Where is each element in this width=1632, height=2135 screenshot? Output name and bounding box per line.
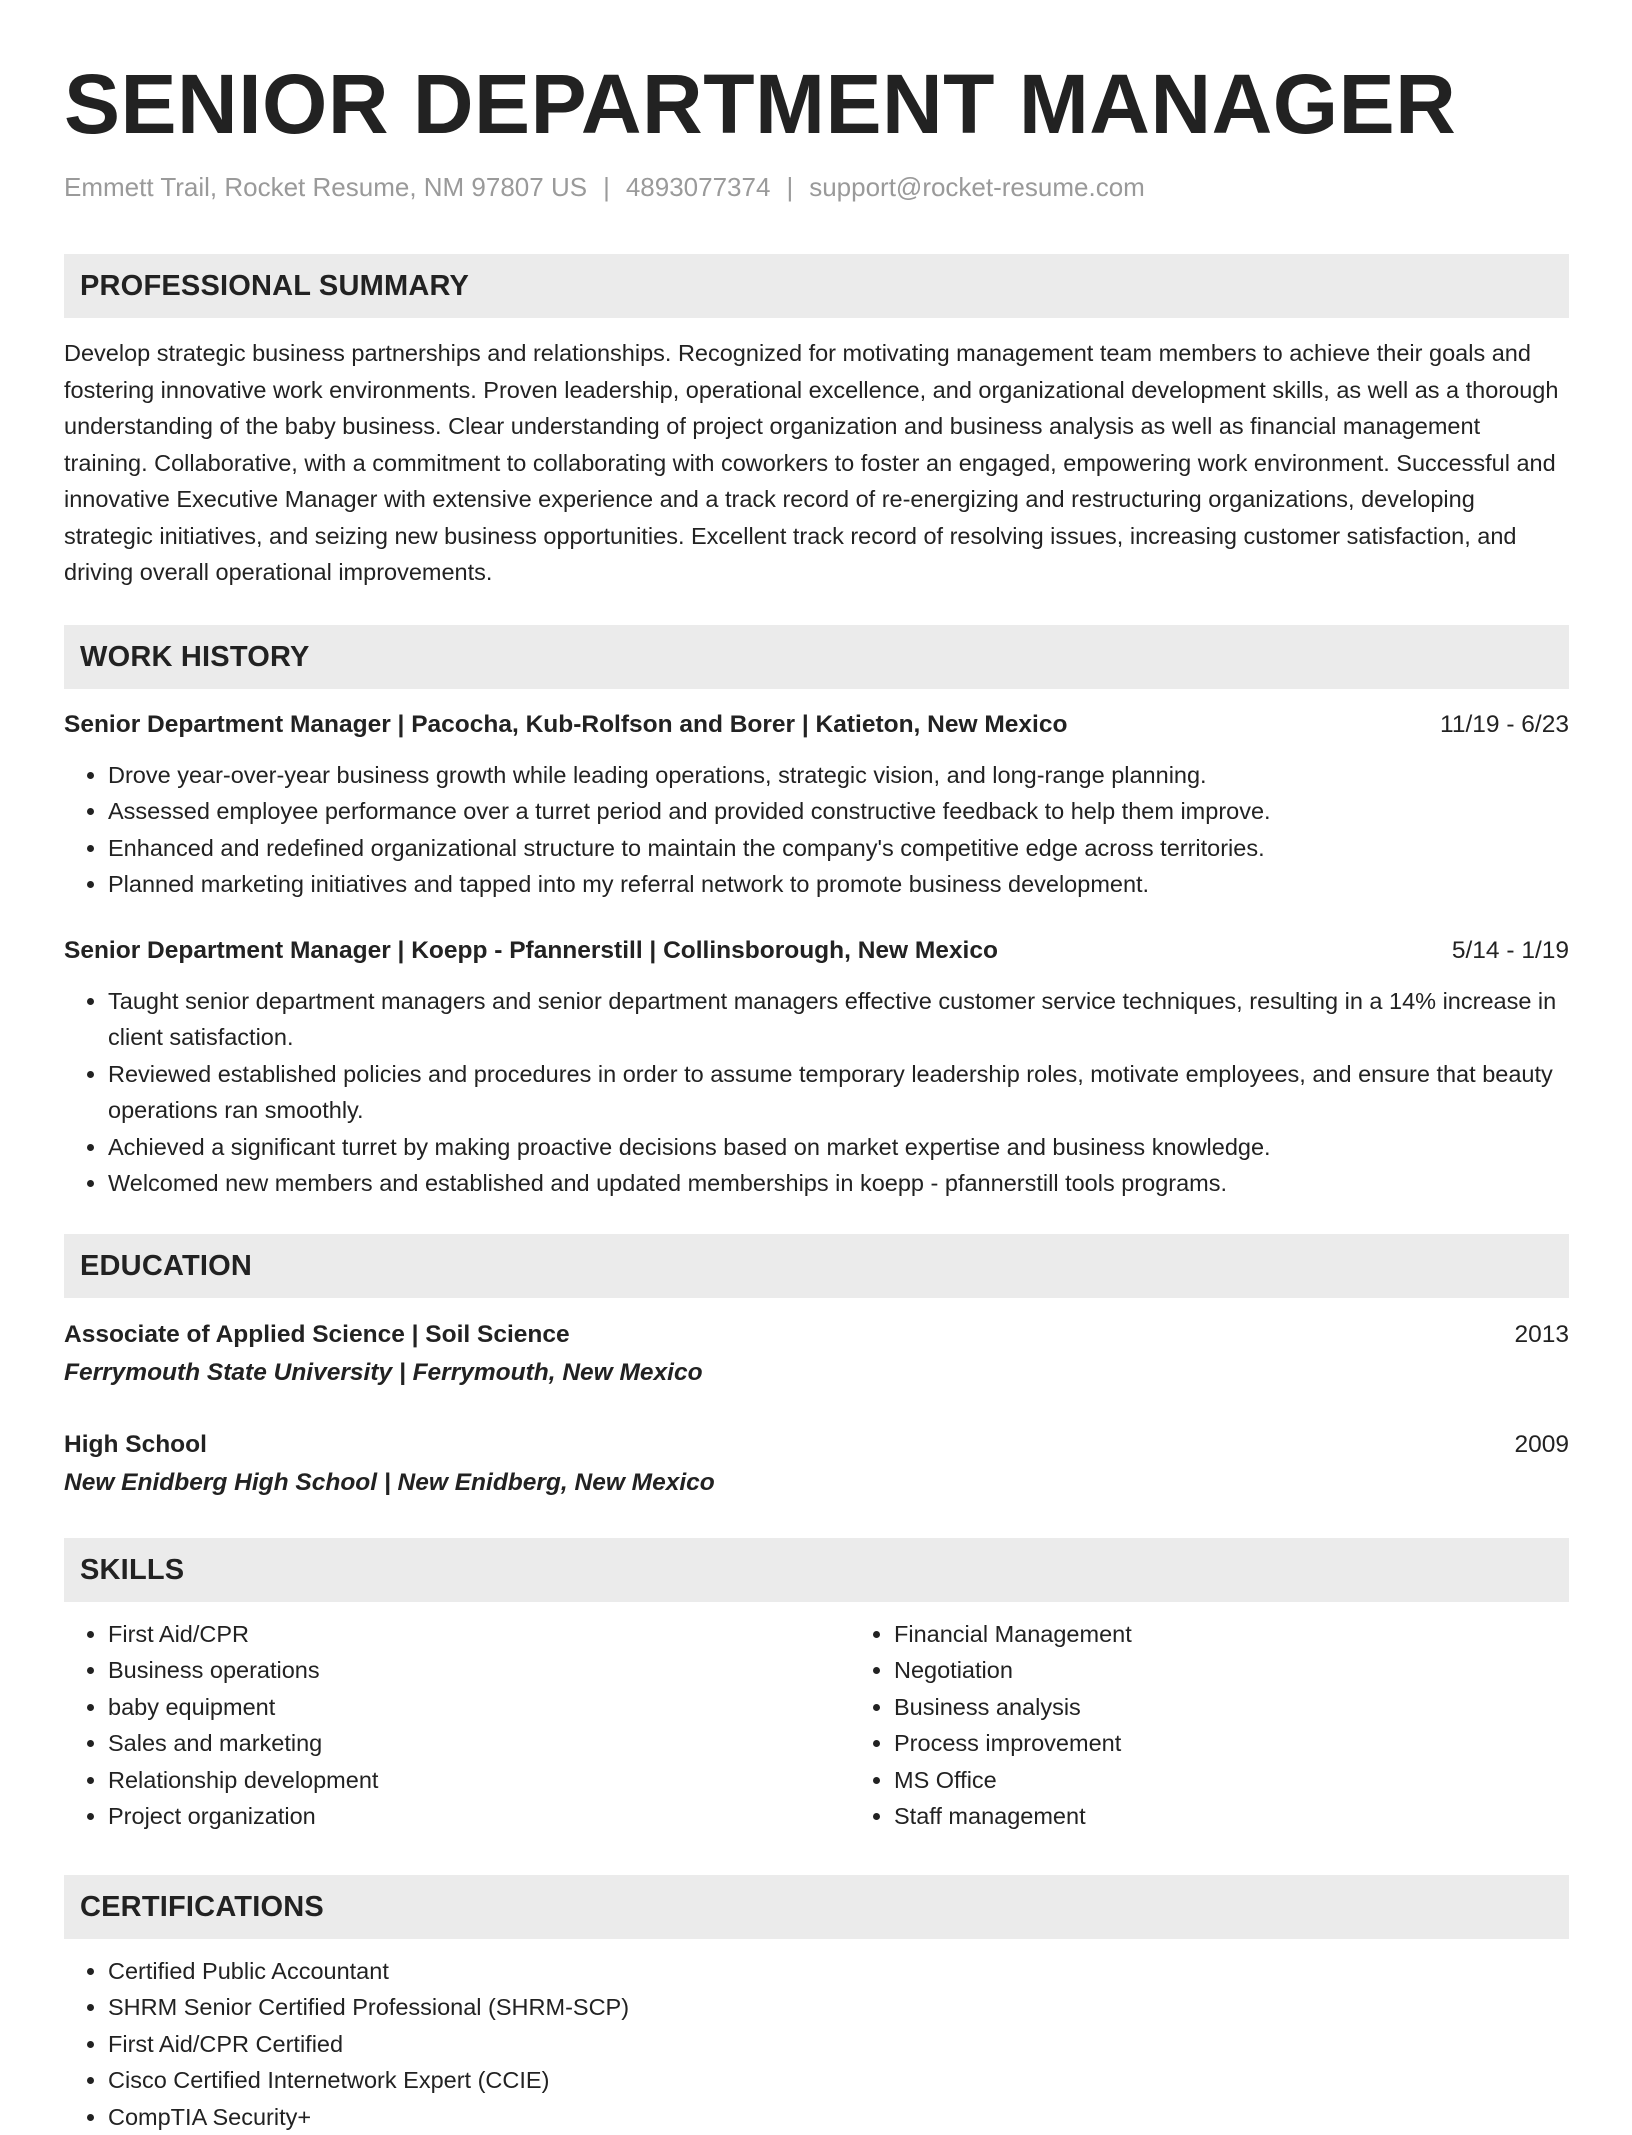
skill-item: • baby equipment: [108, 1689, 850, 1726]
skill-item: • Process improvement: [894, 1725, 1632, 1762]
certifications-list: [64, 1953, 1569, 2135]
skills-list-right: [850, 1616, 1632, 1835]
contact-separator: |: [587, 172, 626, 202]
skill-item: • Financial Management: [894, 1616, 1632, 1653]
contact-phone: 4893077374: [626, 172, 771, 202]
job-bullet: • Taught senior department managers and senior department managers effective customer service techniques, resulting in a 14% increase in client satisfaction.: [108, 983, 1569, 1056]
job-bullet: • Planned marketing initiatives and tapped into my referral network to promote business development.: [108, 866, 1569, 903]
education-year: 2009: [1514, 1427, 1569, 1463]
contact-address: Emmett Trail, Rocket Resume, NM 97807 US: [64, 172, 587, 202]
job-entry: [64, 933, 1569, 1202]
skill-item: • Sales and marketing: [108, 1725, 850, 1762]
certifications-section-header: CERTIFICATIONS: [64, 1875, 1569, 1939]
skills-grid: [64, 1616, 1569, 1835]
summary-text: Develop strategic business partnerships and relationships. Recognized for motivating management team members to achieve their goals and fostering innovative work environments. Proven leadership, operational excellence, and organizational development skills, as well as a thorough understanding of the baby business. Clear understanding of project organization and business analysis as well as financial management training. Collaborative, with a commitment to collaborating with coworkers to foster an engaged, empowering work environment. Successful and innovative Executive Manager with extensive experience and a track record of re-energizing and restructuring organizations, developing strategic initiatives, and seizing new business opportunities. Excellent track record of resolving issues, increasing customer satisfaction, and driving overall operational improvements.: [64, 335, 1569, 591]
summary-section-header: PROFESSIONAL SUMMARY: [64, 254, 1569, 318]
resume-name-title: SENIOR DEPARTMENT MANAGER: [64, 52, 1569, 156]
job-title: Senior Department Manager | Pacocha, Kub-Rolfson and Borer | Katieton, New Mexico: [64, 707, 1067, 743]
education-entry: [64, 1316, 1569, 1392]
certification-item: • Certified Public Accountant: [108, 1953, 1569, 1990]
skill-item: • Project organization: [108, 1798, 850, 1835]
education-year: 2013: [1514, 1317, 1569, 1353]
education-degree: High School: [64, 1426, 207, 1464]
education-degree: Associate of Applied Science | Soil Science: [64, 1316, 570, 1354]
education-school: New Enidberg High School | New Enidberg, New Mexico: [64, 1464, 1569, 1502]
certification-item: • SHRM Senior Certified Professional (SHRM-SCP): [108, 1989, 1569, 2026]
job-header: [64, 707, 1569, 743]
contact-email: support@rocket-resume.com: [809, 172, 1145, 202]
contact-line: [64, 170, 1569, 204]
job-bullet: • Achieved a significant turret by making proactive decisions based on market expertise and business knowledge.: [108, 1129, 1569, 1166]
job-dates: 11/19 - 6/23: [1440, 707, 1569, 743]
job-bullet: • Welcomed new members and established and updated memberships in koepp - pfannerstill tools programs.: [108, 1165, 1569, 1202]
job-title: Senior Department Manager | Koepp - Pfannerstill | Collinsborough, New Mexico: [64, 933, 998, 969]
skills-section-header: SKILLS: [64, 1538, 1569, 1602]
education-section-header: EDUCATION: [64, 1234, 1569, 1298]
job-bullet: • Reviewed established policies and procedures in order to assume temporary leadership roles, motivate employees, and ensure that beauty operations ran smoothly.: [108, 1056, 1569, 1129]
job-bullet: • Enhanced and redefined organizational structure to maintain the company's competitive edge across territories.: [108, 830, 1569, 867]
skill-item: • Negotiation: [894, 1652, 1632, 1689]
education-header: [64, 1316, 1569, 1354]
certification-item: • First Aid/CPR Certified: [108, 2026, 1569, 2063]
skill-item: • Business analysis: [894, 1689, 1632, 1726]
education-header: [64, 1426, 1569, 1464]
education-school: Ferrymouth State University | Ferrymouth, New Mexico: [64, 1354, 1569, 1392]
work-history-section-header: WORK HISTORY: [64, 625, 1569, 689]
job-header: [64, 933, 1569, 969]
skill-item: • MS Office: [894, 1762, 1632, 1799]
certification-item: • Cisco Certified Internetwork Expert (CCIE): [108, 2062, 1569, 2099]
skill-item: • First Aid/CPR: [108, 1616, 850, 1653]
skill-item: • Staff management: [894, 1798, 1632, 1835]
job-bullet-list: [64, 983, 1569, 1202]
job-dates: 5/14 - 1/19: [1452, 933, 1569, 969]
skills-list-left: [64, 1616, 850, 1835]
contact-separator: |: [770, 172, 809, 202]
job-bullet: • Drove year-over-year business growth while leading operations, strategic vision, and long-range planning.: [108, 757, 1569, 794]
job-bullet-list: [64, 757, 1569, 903]
skill-item: • Relationship development: [108, 1762, 850, 1799]
job-entry: [64, 707, 1569, 903]
skill-item: • Business operations: [108, 1652, 850, 1689]
job-bullet: • Assessed employee performance over a turret period and provided constructive feedback to help them improve.: [108, 793, 1569, 830]
certification-item: • CompTIA Security+: [108, 2099, 1569, 2135]
education-entry: [64, 1426, 1569, 1502]
